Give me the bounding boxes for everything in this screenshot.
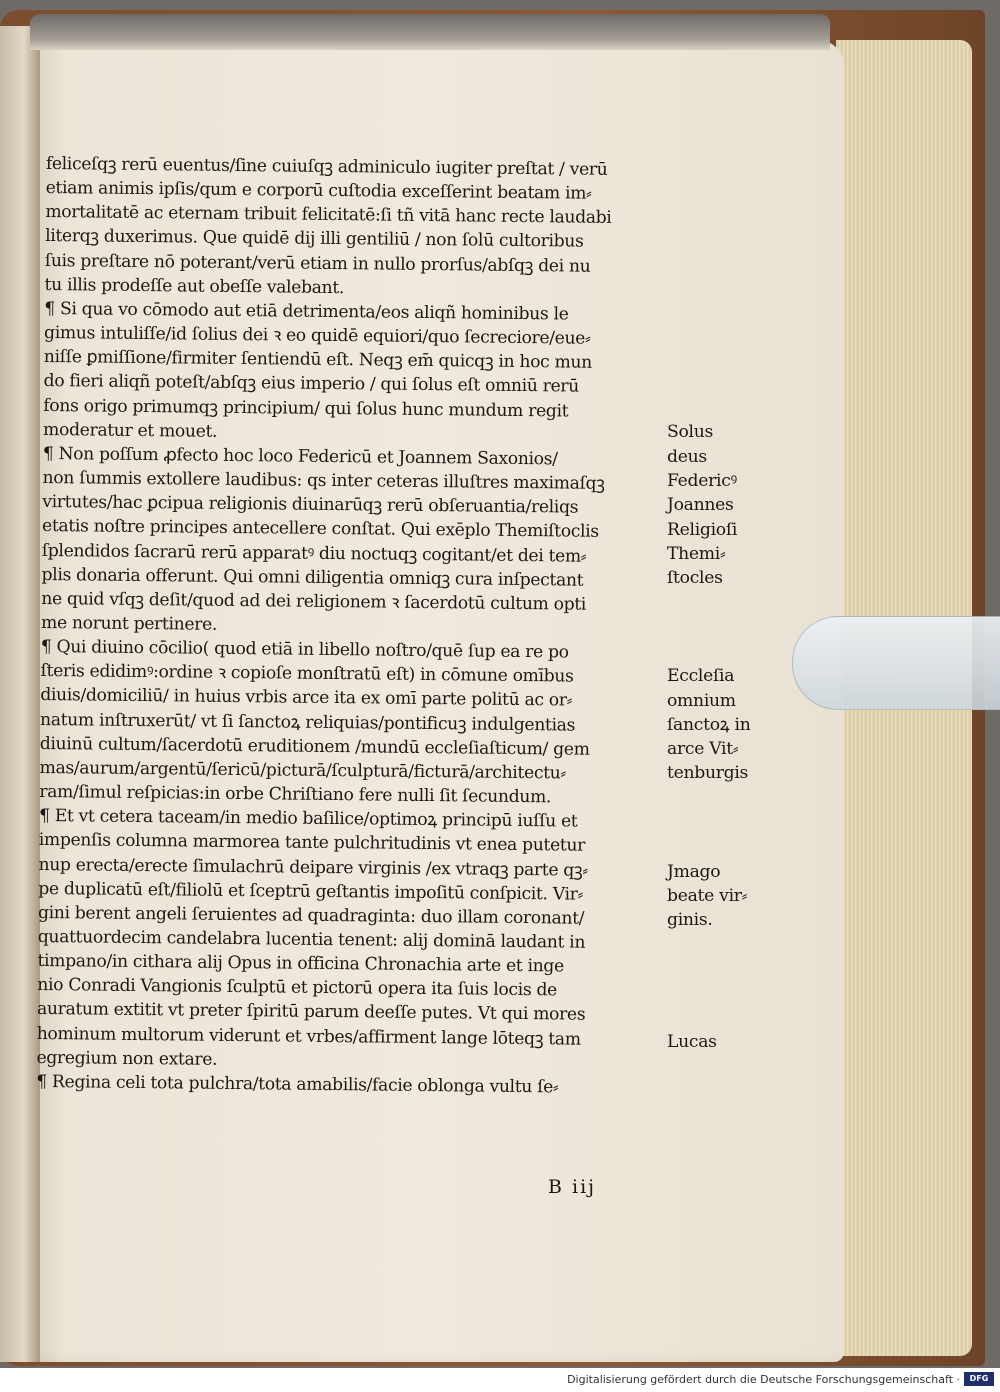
- margin-note-line: ginis.: [667, 909, 713, 930]
- text-line: mas/aurum/argentū/ſericū/picturā/ſculpturā/ficturā/architectu⸗: [39, 757, 566, 784]
- text-line: ſteris edidimꝰ:ordine ꝛ copioſe monſtratū eſt) in cōmune omībus: [40, 661, 574, 687]
- text-line: nio Conradi Vangionis ſculptū et pictorū opera ita ſuis locis de: [37, 975, 558, 1001]
- text-line: feliceſqꝫ rerū euentus/ſine cuiuſqꝫ adminiculo iugiter preſtat / verū: [45, 153, 608, 180]
- text-line: ne quid vſqꝫ deſit/quod ad dei religionem ꝛ ſacerdotū cultum opti: [41, 588, 587, 615]
- margin-note-line: deus: [667, 446, 707, 467]
- margin-note-line: Solus: [667, 422, 714, 443]
- text-line: nup erecta/erecte ſimulachrū deipare virginis /ex vtraqꝫ parte qꝫ⸗: [38, 854, 588, 881]
- text-line: gimus intuliſſe/id ſolius dei ꝛ eo quidē equiori/quo ſecreciore/eue⸗: [43, 323, 591, 349]
- margin-note: [667, 1030, 777, 1054]
- text-line: tu illis prodeſſe aut obeſſe valebant.: [44, 274, 345, 298]
- margin-note-line: Jmago: [667, 861, 721, 882]
- text-line: ram/ſimul reſpicias:in orbe Chriſtiano fere nulli ſit ſecundum.: [39, 782, 552, 808]
- text-line: gini berent angeli ſeruientes ad quadraginta: duo illam coronant/: [37, 902, 585, 929]
- margin-note-line: omnium: [667, 690, 736, 711]
- margin-note-line: Joannes: [667, 495, 734, 516]
- bookmark-clip: [792, 616, 1000, 710]
- text-line: me norunt pertinere.: [40, 612, 218, 635]
- text-line: ſplendidos ſacrarū rerū apparatꝰ diu noctuqꝫ cogitant/et dei tem⸗: [41, 540, 587, 567]
- footer-credit: Digitalisierung gefördert durch die Deutsche Forschungsgemeinschaft ·: [567, 1373, 960, 1386]
- margin-note-line: ſtocles: [667, 567, 723, 588]
- text-line: diuinū cultum/ſacerdotū eruditionem /mundū eccleſiaſticum/ gem: [39, 733, 590, 760]
- margin-note-line: Lucas: [667, 1032, 717, 1053]
- margin-note: [667, 664, 777, 785]
- text-line: egregium non extare.: [36, 1047, 218, 1070]
- text-line: ¶ Et vt cetera taceam/in medio baſilice/optimoꝝ principū iuſſu et: [38, 806, 578, 832]
- text-line: ſuis preſtare nō poterant/verū etiam in nullo prorſus/abſqꝫ dei nu: [44, 250, 591, 277]
- text-line: impenſis columna marmorea tante pulchritudinis vt enea putetur: [38, 830, 586, 857]
- text-line: ¶ Si qua vo cōmodo aut etiā detrimenta/eos aliqñ hominibus le: [44, 298, 569, 325]
- text-line: plis donaria offerunt. Qui omni diligentia omniqꝫ cura inſpectant: [41, 564, 584, 591]
- text-line: ¶ Qui diuino cōcilio( quod etiā in libello noſtro/quē ſup ea re po: [40, 637, 569, 663]
- text-line: non ſummis extollere laudibus: qs inter ceteras illuſtres maximaſqꝫ: [42, 468, 605, 494]
- margin-note-line: beate vir⸗: [667, 885, 748, 906]
- margin-note: [667, 469, 777, 590]
- facing-page-edge: [0, 26, 40, 1362]
- margin-note-line: ſanctoꝝ in: [667, 714, 751, 735]
- text-line: etatis noſtre principes antecellere conſtat. Qui exēplo Themiſtoclis: [41, 516, 599, 543]
- text-line: hominum multorum viderunt et vrbes/affirment lange lōteqꝫ tam: [36, 1023, 581, 1050]
- margin-note-line: Federicꝰ: [667, 471, 737, 492]
- text-line: ¶ Regina celi tota pulchra/tota amabilis/facie oblonga vultu ſe⸗: [36, 1071, 559, 1098]
- dfg-logo-icon: DFG: [964, 1372, 994, 1386]
- top-page-fold: [30, 14, 830, 50]
- margin-note-line: tenburgis: [667, 763, 749, 784]
- text-line: auratum extitit vt preter ſpiritū parum deeſſe putes. Vt qui mores: [36, 999, 586, 1026]
- text-line: virtutes/hac ꝑcipua religionis diuinarūqꝫ rerū obſeruantia/reliqs: [42, 492, 579, 518]
- margin-note-line: Religioſi: [667, 519, 738, 540]
- text-line: timpano/in cithara alij Opus in officina Chronachia arte et inge: [37, 951, 564, 977]
- text-line: do fieri aliqñ poteſt/abſqꝫ eius imperio / qui ſolus eſt omniū rerū: [43, 371, 580, 397]
- text-line: natum inſtruxerūt/ vt ſi ſanctoꝝ reliquias/pontificuꝫ indulgentias: [39, 709, 576, 736]
- text-line: diuis/domiciliū/ in huius vrbis arce ita ex omī parte politū ac or⸗: [40, 685, 573, 711]
- margin-note: [667, 420, 777, 468]
- text-line: fons origo primumqꝫ principium/ qui ſolus hunc mundum regit: [43, 395, 569, 422]
- text-line: pe duplicatū eſt/filiolū et ſceptrū geſtantis impoſitū conſpicit. Vir⸗: [38, 878, 584, 905]
- main-text-block: [36, 152, 670, 1101]
- text-line: quattuordecim candelabra lucentia tenent: alij dominā laudant in: [37, 926, 586, 953]
- margin-note-line: arce Vit⸗: [667, 738, 739, 759]
- text-line: literqꝫ duxerimus. Que quidē dij illi gentiliū / non ſolū cultoribus: [45, 226, 584, 253]
- margin-note: [667, 860, 777, 932]
- text-line: mortalitatē ac eternam tribuit felicitatē:ſi tñ vitā hanc recte laudabi: [45, 202, 612, 229]
- margin-note-line: Eccleſia: [667, 666, 735, 687]
- footer-bar: [0, 1368, 1000, 1392]
- text-line: moderatur et mouet.: [42, 419, 218, 442]
- margin-note-line: Themi⸗: [667, 543, 726, 564]
- text-line: ¶ Non poſſum ꝓfecto hoc loco Federicū et Joannem Saxonios/: [42, 443, 558, 470]
- text-line: niſſe ꝑmiſſione/firmiter ſentiendū eſt. Neqꝫ em̄ quicqꝫ in hoc mun: [43, 347, 593, 373]
- text-line: etiam animis ipſis/qum e corporū cuſtodia exceſſerint beatam im⸗: [45, 178, 592, 204]
- signature-mark: B iij: [548, 1176, 597, 1198]
